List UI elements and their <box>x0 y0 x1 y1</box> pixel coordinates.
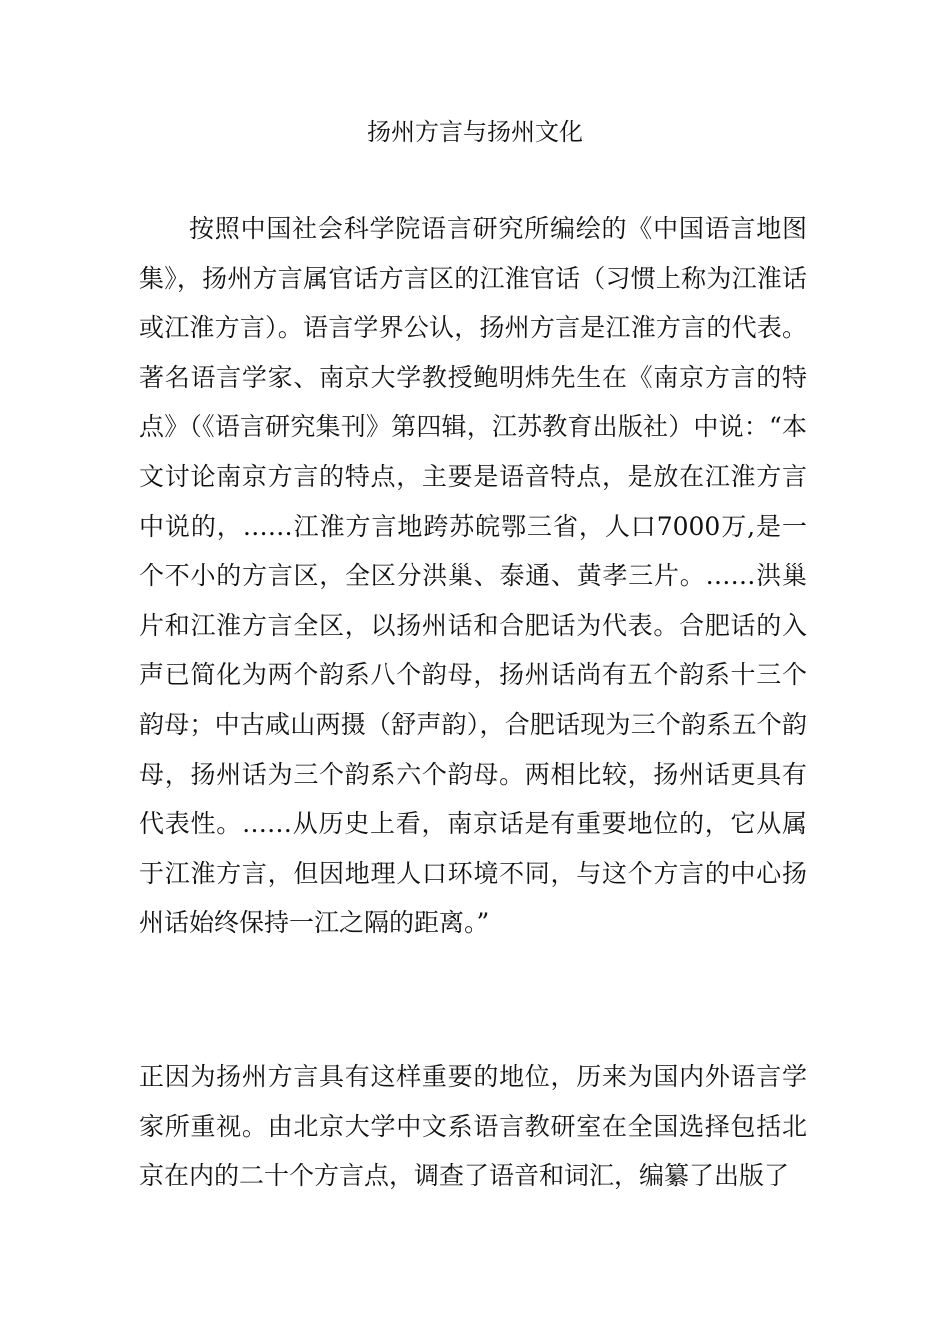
paragraph-2: 正因为扬州方言具有这样重要的地位，历来为国内外语言学家所重视。由北京大学中文系语言教研室在全国选择包括北京在内的二十个方言点，调查了语音和词汇，编纂了出版了 <box>139 1062 807 1191</box>
paragraph-1: 按照中国社会科学院语言研究所编绘的《中国语言地图集》，扬州方言属官话方言区的江淮官话（习惯上称为江淮话或江淮方言）。语言学界公认，扬州方言是江淮方言的代表。著名语言学家、南京大学教授鲍明炜先生在《南京方言的特点》（《语言研究集刊》第四辑，江苏教育出版社）中说：“本文讨论南京方言的特点，主要是语音特点，是放在江淮方言中说的，……江淮方言地跨苏皖鄂三省，人口7000万,是一个不小的方言区，全区分洪巢、泰通、黄孝三片。……洪巢片和江淮方言全区，以扬州话和合肥话为代表。合肥话的入声已简化为两个韵系八个韵母，扬州话尚有五个韵系十三个韵母；中古咸山两摄（舒声韵），合肥话现为三个韵系五个韵母，扬州话为三个韵系六个韵母。两相比较，扬州话更具有代表性。……从历史上看，南京话是有重要地位的，它从属于江淮方言，但因地理人口环境不同，与这个方言的中心扬州话始终保持一江之隔的距离。” <box>139 214 807 938</box>
document-title: 扬州方言与扬州文化 <box>367 118 583 146</box>
